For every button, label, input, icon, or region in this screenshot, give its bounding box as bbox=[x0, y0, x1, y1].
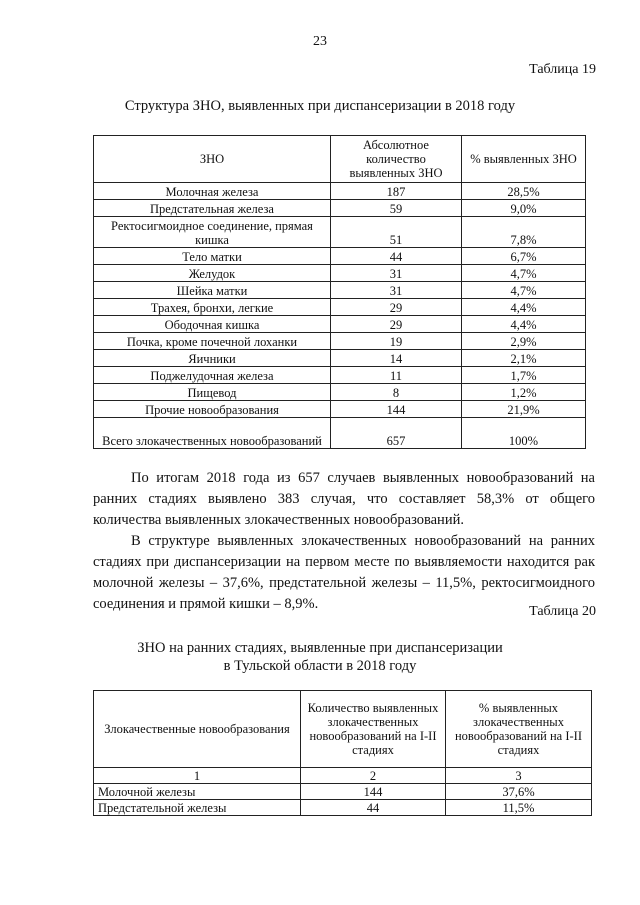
table-row bbox=[94, 401, 586, 418]
table-19-caption: Структура ЗНО, выявленных при диспансеризации в 2018 году bbox=[124, 98, 516, 114]
table-cell: 1 bbox=[94, 768, 301, 784]
table-cell: 4,7% bbox=[462, 265, 586, 282]
table-row bbox=[94, 217, 586, 248]
table-header-row bbox=[94, 136, 586, 183]
table-row bbox=[94, 800, 592, 816]
table-cell: 2 bbox=[301, 768, 446, 784]
table-cell: Почка, кроме почечной лоханки bbox=[94, 333, 331, 350]
table-cell: Пищевод bbox=[94, 384, 331, 401]
table-row bbox=[94, 384, 586, 401]
table-row bbox=[94, 183, 586, 200]
table-20-caption-line-2: в Тульской области в 2018 году bbox=[223, 658, 417, 674]
table-cell: Трахея, бронхи, легкие bbox=[94, 299, 331, 316]
table-cell: 44 bbox=[301, 800, 446, 816]
table-cell: 144 bbox=[331, 401, 462, 418]
table-cell: 11 bbox=[331, 367, 462, 384]
table-cell: Шейка матки bbox=[94, 282, 331, 299]
table-row bbox=[94, 350, 586, 367]
table-cell: 3 bbox=[446, 768, 592, 784]
table-row bbox=[94, 367, 586, 384]
table-cell: Желудок bbox=[94, 265, 331, 282]
table-cell: 1,7% bbox=[462, 367, 586, 384]
table-row bbox=[94, 200, 586, 217]
page-number: 23 bbox=[313, 34, 327, 49]
column-header: % выявленных злокачественных новообразований на I-II стадиях bbox=[446, 691, 592, 768]
table-cell: 100% bbox=[462, 418, 586, 449]
paragraph: В структуре выявленных злокачественных новообразований на ранних стадиях при диспансеризации на первом месте по выявляемости находится рак молочной железы – 37,6%, предстательной железы – 11,5%, ректосигмоидного соединения и прямой кишки – 8,9%. bbox=[93, 533, 595, 612]
column-header: Количество выявленных злокачественных новообразований на I-II стадиях bbox=[301, 691, 446, 768]
table-total-row bbox=[94, 418, 586, 449]
table-19 bbox=[93, 135, 586, 449]
table-cell: Молочной железы bbox=[94, 784, 301, 800]
table-cell: 1,2% bbox=[462, 384, 586, 401]
column-header: ЗНО bbox=[94, 136, 331, 183]
table-cell: 51 bbox=[331, 217, 462, 248]
table-cell: 31 bbox=[331, 265, 462, 282]
table-cell: Тело матки bbox=[94, 248, 331, 265]
table-cell: Прочие новообразования bbox=[94, 401, 331, 418]
column-header: Абсолютное количество выявленных ЗНО bbox=[331, 136, 462, 183]
table-cell: 29 bbox=[331, 299, 462, 316]
table-cell: 7,8% bbox=[462, 217, 586, 248]
table-cell: 31 bbox=[331, 282, 462, 299]
table-cell: 657 bbox=[331, 418, 462, 449]
table-20-label: Таблица 20 bbox=[529, 604, 596, 619]
table-row bbox=[94, 784, 592, 800]
paragraph: По итогам 2018 года из 657 случаев выявленных новообразований на ранних стадиях выявлено 383 случая, что составляет 58,3% от общего количества выявленных злокачественных новообразований. bbox=[93, 470, 595, 528]
column-header: Злокачественные новообразования bbox=[94, 691, 301, 768]
table-cell: 59 bbox=[331, 200, 462, 217]
table-20-caption-line-1: ЗНО на ранних стадиях, выявленные при диспансеризации bbox=[137, 640, 503, 656]
table-cell: 29 bbox=[331, 316, 462, 333]
table-row bbox=[94, 282, 586, 299]
table-row bbox=[94, 248, 586, 265]
table-19-label: Таблица 19 bbox=[529, 62, 596, 77]
table-row bbox=[94, 333, 586, 350]
table-cell: 8 bbox=[331, 384, 462, 401]
column-number-row bbox=[94, 768, 592, 784]
table-cell: Поджелудочная железа bbox=[94, 367, 331, 384]
table-cell: 144 bbox=[301, 784, 446, 800]
table-cell: 4,4% bbox=[462, 316, 586, 333]
table-cell: 19 bbox=[331, 333, 462, 350]
table-cell: Яичники bbox=[94, 350, 331, 367]
table-cell: Ободочная кишка bbox=[94, 316, 331, 333]
table-cell: Предстательной железы bbox=[94, 800, 301, 816]
table-cell: Предстательная железа bbox=[94, 200, 331, 217]
table-cell: Всего злокачественных новообразований bbox=[94, 418, 331, 449]
table-cell: Ректосигмоидное соединение, прямая кишка bbox=[94, 217, 331, 248]
table-cell: Молочная железа bbox=[94, 183, 331, 200]
table-cell: 187 bbox=[331, 183, 462, 200]
table-cell: 44 bbox=[331, 248, 462, 265]
table-cell: 28,5% bbox=[462, 183, 586, 200]
table-row bbox=[94, 316, 586, 333]
table-cell: 37,6% bbox=[446, 784, 592, 800]
table-cell: 6,7% bbox=[462, 248, 586, 265]
table-cell: 9,0% bbox=[462, 200, 586, 217]
table-cell: 2,9% bbox=[462, 333, 586, 350]
table-cell: 21,9% bbox=[462, 401, 586, 418]
table-cell: 4,7% bbox=[462, 282, 586, 299]
column-header: % выявленных ЗНО bbox=[462, 136, 586, 183]
table-cell: 2,1% bbox=[462, 350, 586, 367]
table-20 bbox=[93, 690, 592, 816]
table-row bbox=[94, 299, 586, 316]
table-cell: 11,5% bbox=[446, 800, 592, 816]
table-cell: 14 bbox=[331, 350, 462, 367]
table-row bbox=[94, 265, 586, 282]
table-cell: 4,4% bbox=[462, 299, 586, 316]
table-header-row bbox=[94, 691, 592, 768]
